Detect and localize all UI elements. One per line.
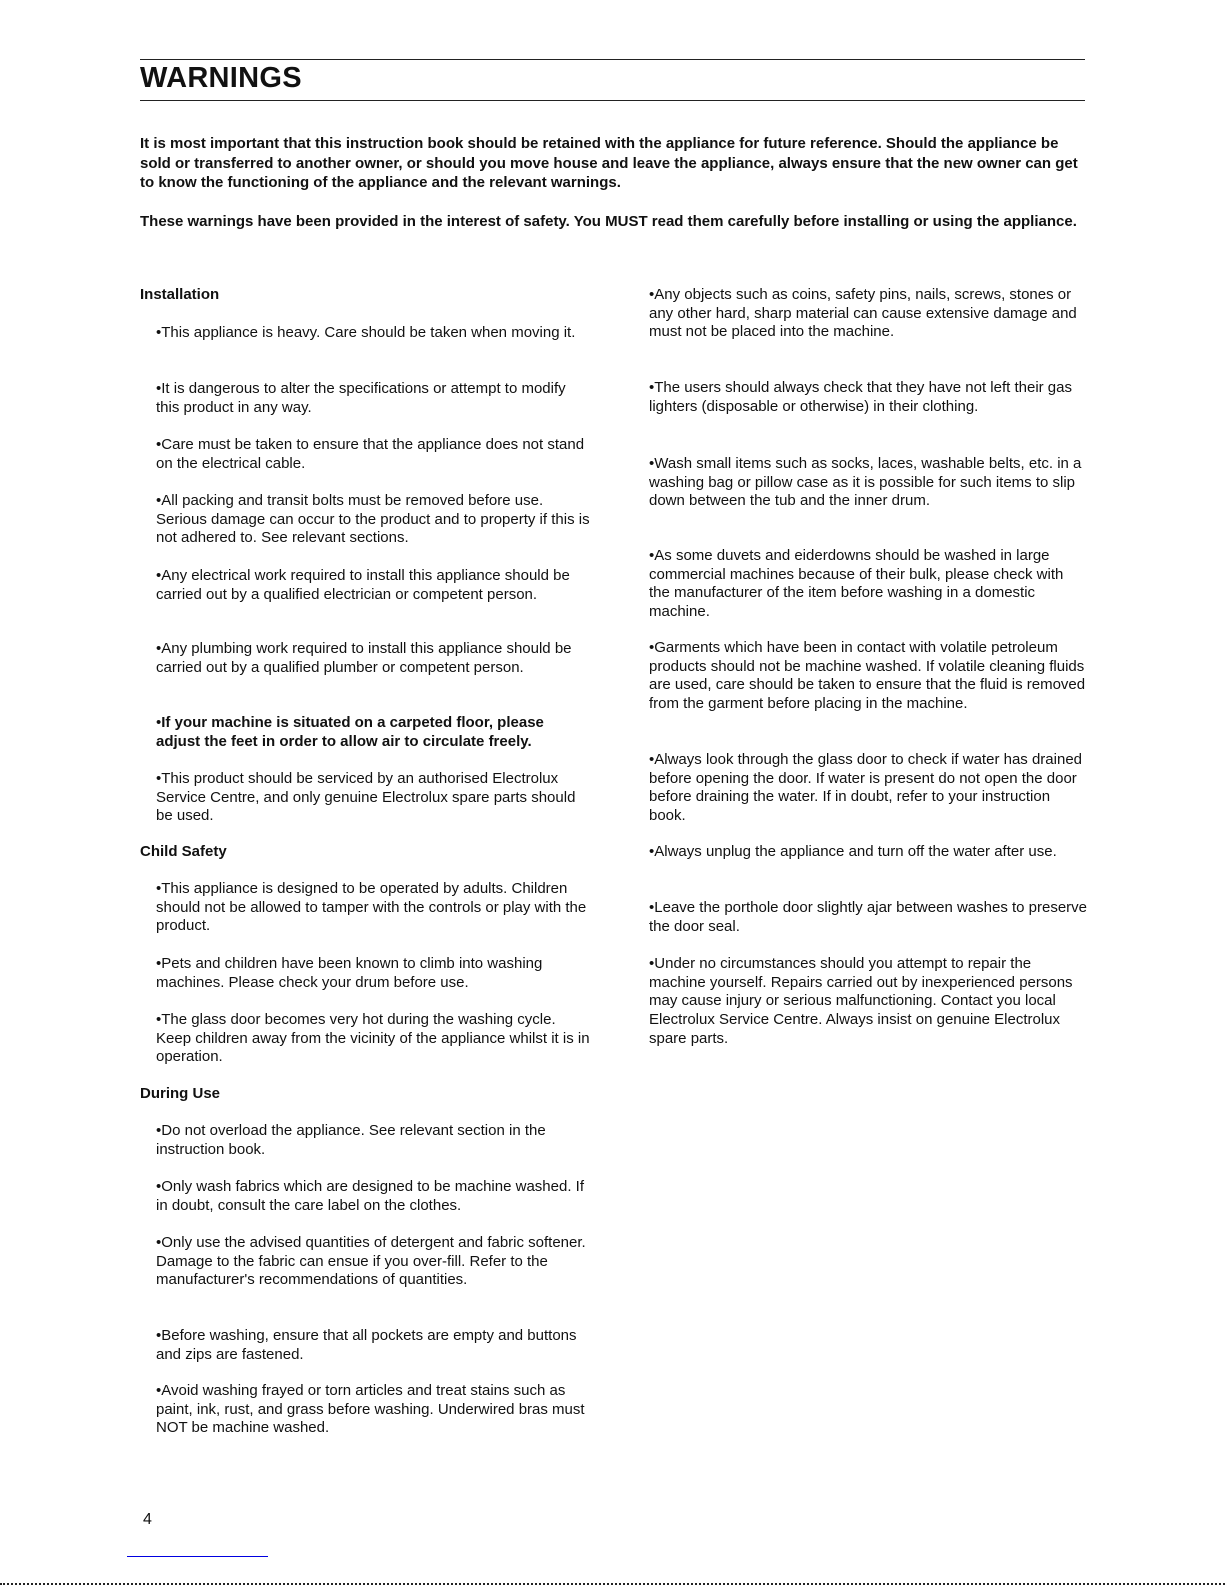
warning-list-item [633,547,1088,622]
warning-text: This appliance is heavy. Care should be taken when moving it. [161,324,576,341]
warning-text: The users should always check that they have not left their gas lighters (disposable or otherwise) in their clothing. [649,379,1072,415]
warning-text: It is dangerous to alter the specifications or attempt to modify this product in any way. [156,380,566,416]
intro-paragraph: It is most important that this instruction book should be retained with the appliance for future reference. Should the appliance be sold or transferred to another owner, or should you move house and leave the appliance, always ensure that the new owner can get to know the functioning of the appliance and the relevant warnings. [140,135,1078,191]
bullet-icon: • [649,286,655,303]
warning-text: Care must be taken to ensure that the appliance does not stand on the electrical cable. [156,436,585,472]
safety-paragraph: These warnings have been provided in the interest of safety. You MUST read them carefully before installing or using the appliance. [140,213,1077,230]
warning-list-item [140,640,590,677]
warning-list-item [140,1011,590,1067]
bullet-icon: • [156,436,162,453]
warning-text: Pets and children have been known to climb into washing machines. Please check your drum before use. [156,955,543,991]
warning-text: Only wash fabrics which are designed to be machine washed. If in doubt, consult the care label on the clothes. [156,1178,584,1214]
warning-list-item [140,955,590,992]
bullet-icon: • [649,547,655,564]
bullet-icon: • [156,955,162,972]
warning-list-item [140,492,590,548]
warning-text: Only use the advised quantities of detergent and fabric softener. Damage to the fabric can ensue if you over-fill. Refer to the manufacturer's recommendations of quantities. [156,1234,586,1289]
warning-list-item [633,899,1088,936]
warning-list-item [140,324,590,343]
warning-list-item [140,1327,590,1364]
bullet-icon: • [156,1327,162,1344]
warning-text: Avoid washing frayed or torn articles and treat stains such as paint, ink, rust, and grass before washing. Underwired bras must NOT be machine washed. [156,1382,585,1437]
bullet-icon: • [156,1382,162,1399]
warning-list-item [633,286,1088,342]
warning-list-item [633,843,1088,862]
warning-text: As some duvets and eiderdowns should be washed in large commercial machines because of their bulk, please check with the manufacturer of the item before washing in a domestic machine. [649,547,1064,621]
warning-text: This appliance is designed to be operated by adults. Children should not be allowed to tamper with the controls or play with the product. [156,880,587,935]
link-underline [127,1556,268,1557]
warning-list-item [140,567,590,604]
bullet-icon: • [156,880,162,897]
warning-list-item [140,714,590,751]
bullet-icon: • [156,1011,162,1028]
page-number: 4 [143,1511,152,1528]
page-title: WARNINGS [140,62,302,94]
bullet-icon: • [156,492,162,509]
warning-text: All packing and transit bolts must be removed before use. Serious damage can occur to the product and to property if this is not adhered to. See relevant sections. [156,492,590,547]
top-rule [140,59,1085,60]
bullet-icon: • [156,640,162,657]
warning-text: Always look through the glass door to check if water has drained before opening the door. If water is present do not open the door before draining the water. If in doubt, refer to your instruction book. [649,751,1082,825]
bullet-icon: • [156,567,162,584]
warning-text: Do not overload the appliance. See relevant section in the instruction book. [156,1122,546,1158]
section-heading: During Use [140,1085,221,1102]
bullet-icon: • [156,714,162,731]
warning-list-item [140,770,590,826]
bullet-icon: • [649,639,655,656]
warning-list-item [140,880,590,936]
bullet-icon: • [649,955,655,972]
bullet-icon: • [156,380,162,397]
bullet-icon: • [649,899,655,916]
bullet-icon: • [156,1122,162,1139]
warning-list-item [633,455,1088,511]
bullet-icon: • [156,324,162,341]
warning-list-item [140,436,590,473]
section-heading: Child Safety [140,843,227,860]
warning-text: Leave the porthole door slightly ajar between washes to preserve the door seal. [649,899,1088,935]
warning-text: Any electrical work required to install this appliance should be carried out by a qualified electrician or competent person. [156,567,570,603]
section-heading: Installation [140,286,220,303]
warning-list-item [140,1382,590,1438]
bullet-icon: • [156,1178,162,1195]
warning-text: This product should be serviced by an authorised Electrolux Service Centre, and only genuine Electrolux spare parts should be used. [156,770,576,825]
bullet-icon: • [156,770,162,787]
warning-text: Under no circumstances should you attempt to repair the machine yourself. Repairs carried out by inexperienced persons may cause injury or serious malfunctioning. Contact you local Electrolux Service Centre. Always insist on genuine Electrolux spare parts. [649,955,1073,1047]
warning-list-item [140,1122,590,1159]
bullet-icon: • [156,1234,162,1251]
warning-list-item [140,1178,590,1215]
bullet-icon: • [649,379,655,396]
warning-text: Garments which have been in contact with volatile petroleum products should not be machine washed. If volatile cleaning fluids are used, care should be taken to ensure that the fluid is removed from the garment before placing in the machine. [649,639,1086,713]
warning-text: Any objects such as coins, safety pins, nails, screws, stones or any other hard, sharp material can cause extensive damage and must not be placed into the machine. [649,286,1077,341]
bullet-icon: • [649,455,655,472]
warning-text: Any plumbing work required to install this appliance should be carried out by a qualified plumber or competent person. [156,640,572,676]
warning-text: If your machine is situated on a carpeted floor, please adjust the feet in order to allow air to circulate freely. [156,714,544,750]
warning-list-item [633,379,1088,416]
warning-text: Always unplug the appliance and turn off the water after use. [654,843,1057,860]
warning-list-item [140,380,590,417]
bullet-icon: • [649,751,655,768]
warning-list-item [633,751,1088,826]
warning-text: The glass door becomes very hot during the washing cycle. Keep children away from the vicinity of the appliance whilst it is in operation. [156,1011,590,1066]
warning-list-item [140,1234,590,1290]
warning-list-item [633,955,1088,1049]
warning-text: Wash small items such as socks, laces, washable belts, etc. in a washing bag or pillow case as it is possible for such items to slip down between the tub and the inner drum. [649,455,1082,510]
bullet-icon: • [649,843,655,860]
warning-list-item [633,639,1088,714]
title-underline [140,100,1085,101]
warning-text: Before washing, ensure that all pockets are empty and buttons and zips are fastened. [156,1327,577,1363]
